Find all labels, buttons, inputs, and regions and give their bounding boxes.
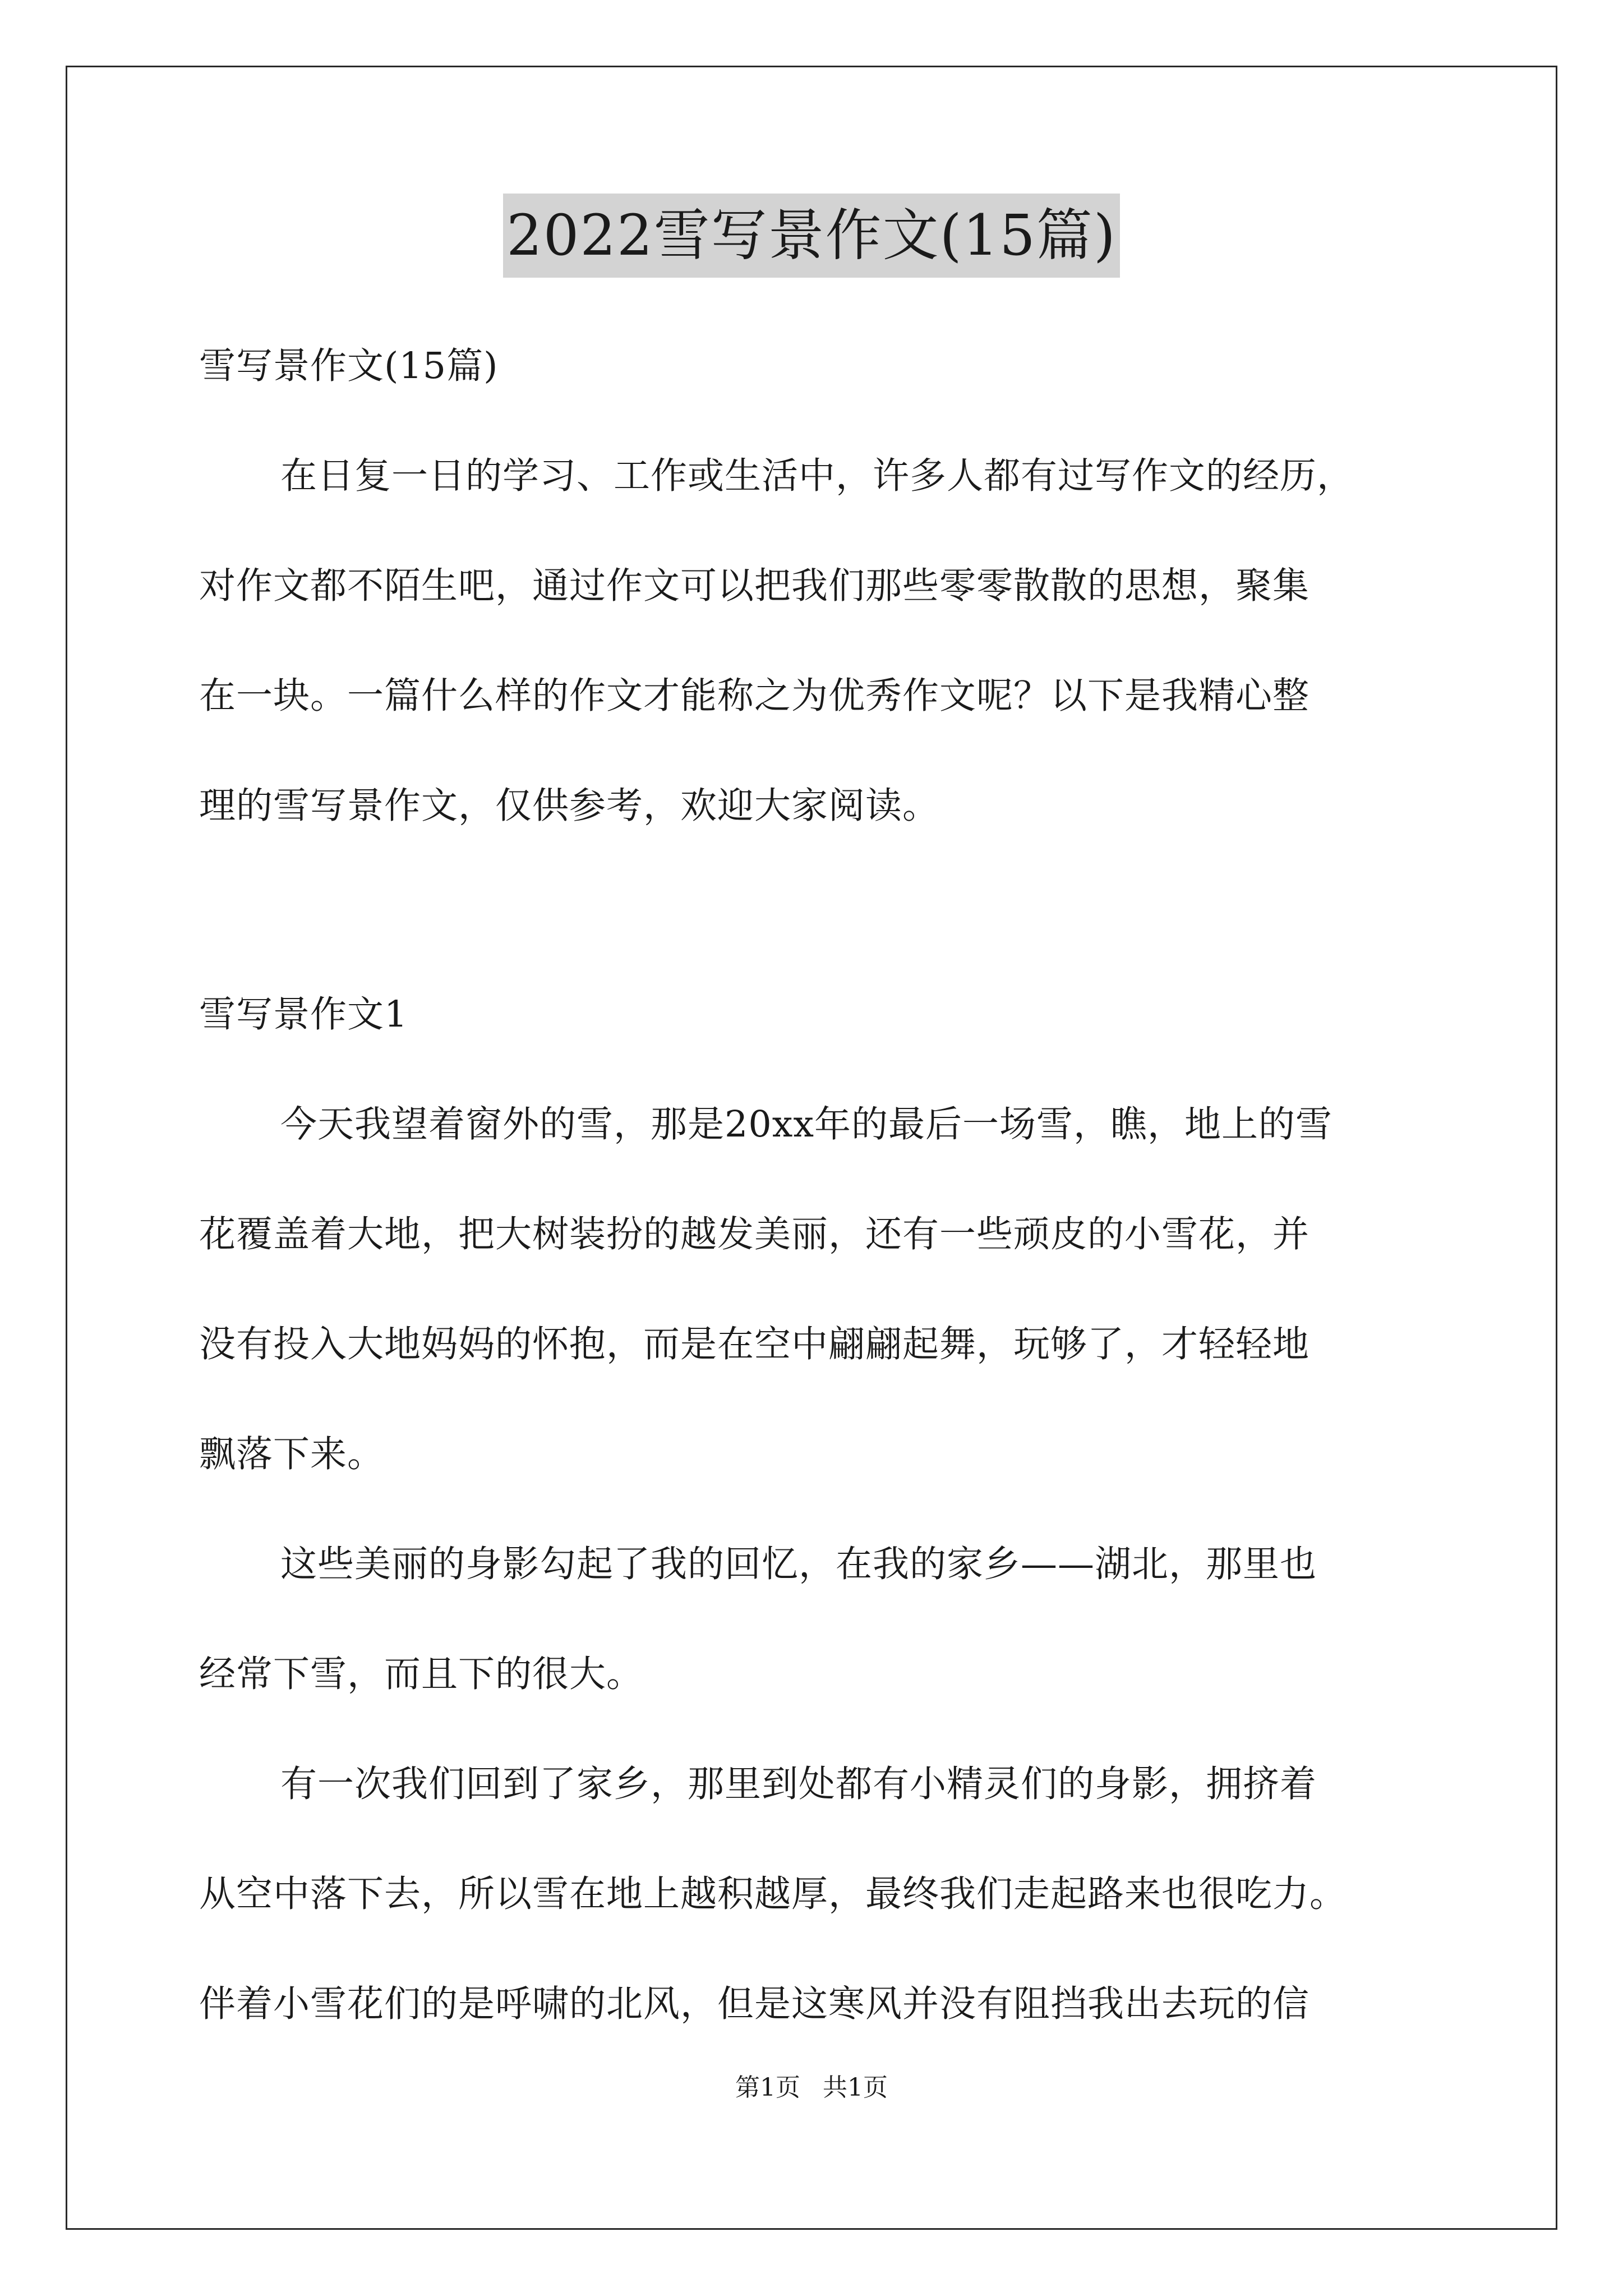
paragraph-line: 这些美丽的身影勾起了我的回忆，在我的家乡——湖北，那里也 [280, 1543, 1317, 1585]
section-heading: 雪写景作文1 [199, 993, 408, 1036]
intro-line: 在日复一日的学习、工作或生活中，许多人都有过写作文的经历， [280, 455, 1354, 497]
paragraph-line: 花覆盖着大地，把大树装扮的越发美丽，还有一些顽皮的小雪花，并 [199, 1213, 1310, 1255]
paragraph-3 [199, 1729, 1427, 2059]
title-container [0, 194, 1623, 278]
page-footer [0, 2071, 1623, 2105]
paragraph-2 [199, 1510, 1427, 1729]
paragraph-line: 有一次我们回到了家乡，那里到处都有小精灵们的身影，拥挤着 [280, 1763, 1317, 1805]
document-title: 2022雪写景作文(15篇) [503, 194, 1120, 278]
page-total: 共1页 [823, 2073, 888, 2102]
page-number: 第1页 [735, 2073, 800, 2102]
paragraph-1 [199, 1070, 1427, 1510]
paragraph-line: 飘落下来。 [199, 1433, 385, 1475]
paragraph-line: 今天我望着窗外的雪，那是20xx年的最后一场雪，瞧，地上的雪 [280, 1103, 1333, 1145]
paragraph-spacer [199, 861, 1427, 960]
paragraph-line: 从空中落下去，所以雪在地上越积越厚，最终我们走起路来也很吃力。 [199, 1873, 1347, 1915]
intro-line: 对作文都不陌生吧，通过作文可以把我们那些零零散散的思想，聚集 [199, 565, 1310, 607]
paragraph-line: 伴着小雪花们的是呼啸的北风，但是这寒风并没有阻挡我出去玩的信 [199, 1983, 1310, 2025]
paragraph-line: 经常下雪，而且下的很大。 [199, 1653, 644, 1695]
document-subtitle: 雪写景作文(15篇) [199, 345, 499, 387]
intro-line: 理的雪写景作文，仅供参考，欢迎大家阅读。 [199, 785, 940, 827]
intro-line: 在一块。一篇什么样的作文才能称之为优秀作文呢？以下是我精心整 [199, 675, 1310, 717]
paragraph-line: 没有投入大地妈妈的怀抱，而是在空中翩翩起舞，玩够了，才轻轻地 [199, 1323, 1310, 1365]
intro-paragraph [199, 421, 1427, 861]
document-body [199, 311, 1427, 2059]
